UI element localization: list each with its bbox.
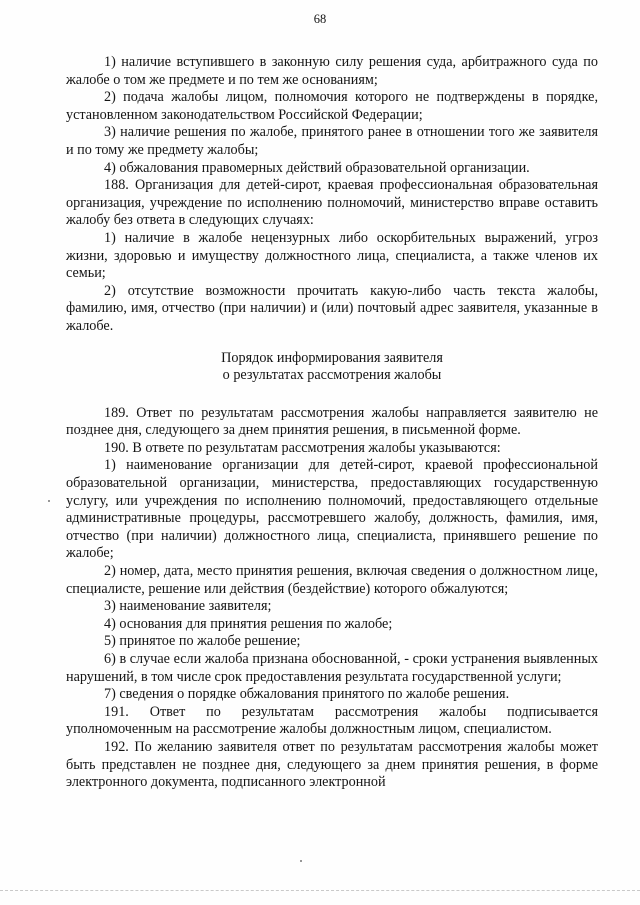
- paragraph: 1) наименование организации для детей-сирот, краевой профессиональной образовательной организации, министерства, предоставляющих государственную услугу, или учреждения по исполнению полномочий, предоставляющего отдельные административные процедуры, рассмотревшего жалобу, должность, фамилия, имя, отчество (при наличии) должностного лица, специалиста, принявшего решение по жалобе;: [66, 457, 598, 562]
- paragraph: 190. В ответе по результатам рассмотрения жалобы указываются:: [104, 439, 501, 456]
- document-body: [66, 54, 598, 792]
- paragraph: 191. Ответ по результатам рассмотрения жалобы подписывается уполномоченным на рассмотрение жалобы должностным лицом, специалистом.: [66, 703, 598, 738]
- scan-speck: [48, 500, 50, 502]
- paragraph: 1) наличие вступившего в законную силу решения суда, арбитражного суда по жалобе о том же предмете и по тем же основаниям;: [66, 54, 598, 88]
- paragraph: 7) сведения о порядке обжалования принятого по жалобе решения.: [104, 686, 510, 703]
- paragraph: 189. Ответ по результатам рассмотрения жалобы направляется заявителю не позднее дня, следующего за днем принятия решения, в письменной форме.: [66, 404, 598, 439]
- paragraph: 2) подача жалобы лицом, полномочия которого не подтверждены в порядке, установленном законодательством Российской Федерации;: [66, 89, 598, 123]
- paragraph: 6) в случае если жалоба признана обоснованной, - сроки устранения выявленных нарушений, в том числе срок предоставления результата государственной услуги;: [66, 651, 598, 685]
- page-number: 68: [313, 12, 327, 26]
- paragraph: 5) принятое по жалобе решение;: [104, 633, 301, 650]
- paragraph: 4) основания для принятия решения по жалобе;: [104, 615, 393, 632]
- section-heading-line: о результатах рассмотрения жалобы: [222, 367, 442, 384]
- section-heading-line: Порядок информирования заявителя: [221, 349, 443, 366]
- section-heading: [66, 350, 598, 385]
- paragraph: 3) наименование заявителя;: [104, 598, 272, 615]
- paragraph: 192. По желанию заявителя ответ по результатам рассмотрения жалобы может быть представлен не позднее дня, следующего за днем принятия решения, в форме электронного документа, подписанного электронной: [66, 738, 598, 791]
- paragraph: 1) наличие в жалобе нецензурных либо оскорбительных выражений, угроз жизни, здоровью и имуществу должностного лица, специалиста, а также членов их семьи;: [66, 229, 598, 282]
- paragraph: 2) отсутствие возможности прочитать какую-либо часть текста жалобы, фамилию, имя, отчество (при наличии) и (или) почтовый адрес заявителя, указанные в жалобе.: [66, 282, 598, 334]
- paragraph: 2) номер, дата, место принятия решения, включая сведения о должностном лице, специалисте, решение или действия (бездействие) которого обжалуются;: [66, 563, 598, 597]
- paragraph: 4) обжалования правомерных действий образовательной организации.: [104, 159, 530, 176]
- paragraph: 3) наличие решения по жалобе, принятого ранее в отношении того же заявителя и по тому же предмету жалобы;: [66, 124, 598, 158]
- scan-artifact-line: [0, 890, 640, 891]
- scan-speck: [300, 860, 302, 862]
- paragraph: 188. Организация для детей-сирот, краевая профессиональная образовательная организация, учреждение по исполнению полномочий, министерство вправе оставить жалобу без ответа в следующих случаях:: [66, 177, 598, 229]
